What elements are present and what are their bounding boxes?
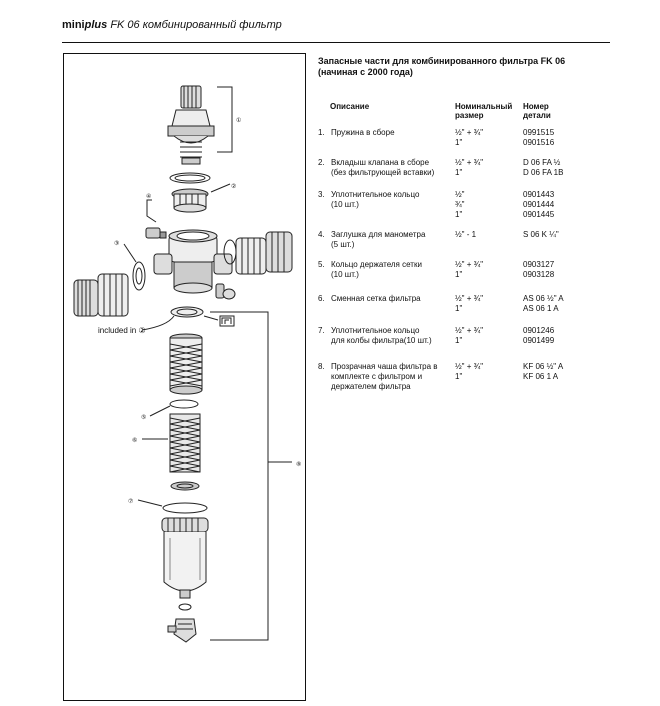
- row-description-line: Заглушка для манометра: [331, 230, 426, 239]
- row-part-number: [523, 362, 603, 382]
- row-description-line: Кольцо держателя сетки: [331, 260, 422, 269]
- row-size: [455, 190, 517, 220]
- row-size-line: 1": [455, 304, 463, 313]
- exploded-diagram-frame: [63, 53, 306, 701]
- row-part-number-line: D 06 FA ½: [523, 158, 561, 167]
- row-number: 3.: [318, 190, 325, 199]
- row-size-line: 1": [455, 270, 463, 279]
- column-header-description: Описание: [330, 102, 370, 111]
- callout-4: ④: [146, 194, 152, 200]
- column-header-code-line-1: Номер: [523, 102, 549, 111]
- callout-5: ⑤: [141, 415, 147, 421]
- row-size-line: ½" + ¾": [455, 294, 484, 303]
- row-part-number-line: S 06 K ¼": [523, 230, 559, 239]
- row-number: 4.: [318, 230, 325, 239]
- row-part-number-line: 0903128: [523, 270, 555, 279]
- row-part-number: [523, 294, 603, 314]
- row-part-number-line: 0901444: [523, 200, 555, 209]
- parts-title-line-2: (начиная с 2000 года): [318, 67, 413, 77]
- row-description-line: Пружина в сборе: [331, 128, 395, 137]
- row-part-number-line: D 06 FA 1B: [523, 168, 564, 177]
- row-description-line: для колбы фильтра(10 шт.): [331, 336, 432, 345]
- row-size: [455, 326, 517, 346]
- row-description-line: Уплотнительное кольцо: [331, 190, 420, 199]
- row-part-number: [523, 190, 603, 220]
- row-description: [331, 260, 459, 280]
- row-size-line: ½" + ¾": [455, 128, 484, 137]
- row-description-line: Уплотнительное кольцо: [331, 326, 420, 335]
- row-description-line: (10 шт.): [331, 200, 359, 209]
- filter-bowl-part: [162, 518, 208, 598]
- row-description-line: Сменная сетка фильтра: [331, 294, 421, 303]
- row-part-number-line: 0901516: [523, 138, 555, 147]
- included-in-label: included in ②: [98, 326, 146, 335]
- callout-7: ⑦: [128, 499, 134, 505]
- row-part-number-line: KF 06 ½" A: [523, 362, 564, 371]
- row-description: [331, 326, 459, 346]
- row-number: 5.: [318, 260, 325, 269]
- row-part-number: [523, 260, 603, 280]
- row-size-line: ½" - 1: [455, 230, 477, 239]
- page-subtitle: комбинированный фильтр: [142, 19, 282, 31]
- brand-mini: mini: [62, 19, 85, 31]
- parts-title-line-1: Запасные части для комбинированного фильтра FK 06: [318, 56, 566, 66]
- left-union-part: [74, 274, 128, 316]
- row-size-line: 1": [455, 372, 463, 381]
- right-union-part: [224, 232, 292, 274]
- row-description: [331, 158, 459, 178]
- row-part-number-line: 0901445: [523, 210, 555, 219]
- row-description-line: Прозрачная чаша фильтра в: [331, 362, 438, 371]
- row-description: [331, 128, 459, 138]
- row-description: [331, 190, 459, 210]
- row-number: 7.: [318, 326, 325, 335]
- row-description-line: (без фильтрующей вставки): [331, 168, 435, 177]
- parts-list-title: [318, 56, 608, 78]
- row-description-line: держателем фильтра: [331, 382, 411, 391]
- parts-column-headers: [318, 102, 608, 124]
- row-size-line: ½" + ¾": [455, 362, 484, 371]
- page-header: [62, 18, 610, 43]
- row-part-number-line: 0903127: [523, 260, 555, 269]
- row-size-line: 1": [455, 168, 463, 177]
- row-size-line: ½" + ¾": [455, 158, 484, 167]
- row-number: 2.: [318, 158, 325, 167]
- callout-6: ⑥: [132, 438, 138, 444]
- row-description: [331, 230, 459, 250]
- filter-screen-part: [170, 414, 200, 472]
- row-description-line: (5 шт.): [331, 240, 355, 249]
- row-part-number-line: AS 06 ½" A: [523, 294, 564, 303]
- row-size-line: ½" + ¾": [455, 260, 484, 269]
- exploded-diagram: [64, 54, 307, 702]
- row-number: 1.: [318, 128, 325, 137]
- row-part-number: [523, 230, 603, 240]
- brand-plus: plus: [84, 19, 108, 31]
- column-header-size-line-1: Номинальный: [455, 102, 513, 111]
- model-name: FK 06: [110, 19, 140, 31]
- spring-assembly-part: [168, 86, 214, 164]
- row-size-line: 1": [455, 210, 463, 219]
- filter-screen-holder-part: [170, 334, 202, 394]
- row-size: [455, 362, 517, 382]
- row-description: [331, 294, 459, 304]
- row-number: 8.: [318, 362, 325, 371]
- callout-1: ①: [236, 118, 242, 124]
- column-header-code-line-2: детали: [523, 111, 551, 120]
- row-part-number-line: AS 06 1 A: [523, 304, 559, 313]
- row-number: 6.: [318, 294, 325, 303]
- row-size-line: 1": [455, 138, 463, 147]
- row-description: [331, 362, 459, 392]
- row-size: [455, 294, 517, 314]
- row-part-number-line: 0901443: [523, 190, 555, 199]
- parts-list-panel: [318, 56, 608, 391]
- column-header-size-line-2: размер: [455, 111, 484, 120]
- row-part-number: [523, 128, 603, 148]
- row-size: [455, 230, 517, 240]
- row-size-line: 1": [455, 336, 463, 345]
- valve-insert-part: [172, 189, 208, 212]
- row-part-number: [523, 326, 603, 346]
- row-description-line: комплекте с фильтром и: [331, 372, 423, 381]
- row-description-line: Вкладыш клапана в сборе: [331, 158, 430, 167]
- callout-8: ⑧: [296, 462, 302, 468]
- row-size: [455, 260, 517, 280]
- callout-3: ③: [114, 241, 120, 247]
- column-header-size: [455, 102, 512, 120]
- column-header-part-number: [523, 102, 551, 120]
- row-part-number-line: 0901499: [523, 336, 555, 345]
- row-size: [455, 158, 517, 178]
- row-size-line: ½": [455, 190, 465, 199]
- row-part-number-line: KF 06 1 A: [523, 372, 559, 381]
- row-size: [455, 128, 517, 148]
- row-size-line: ¾": [455, 200, 465, 209]
- row-part-number-line: 0901246: [523, 326, 555, 335]
- row-part-number: [523, 158, 603, 178]
- drain-plug-part: [168, 619, 196, 642]
- row-part-number-line: 0991515: [523, 128, 555, 137]
- row-description-line: (10 шт.): [331, 270, 359, 279]
- row-size-line: ½" + ¾": [455, 326, 484, 335]
- callout-2: ②: [231, 184, 237, 190]
